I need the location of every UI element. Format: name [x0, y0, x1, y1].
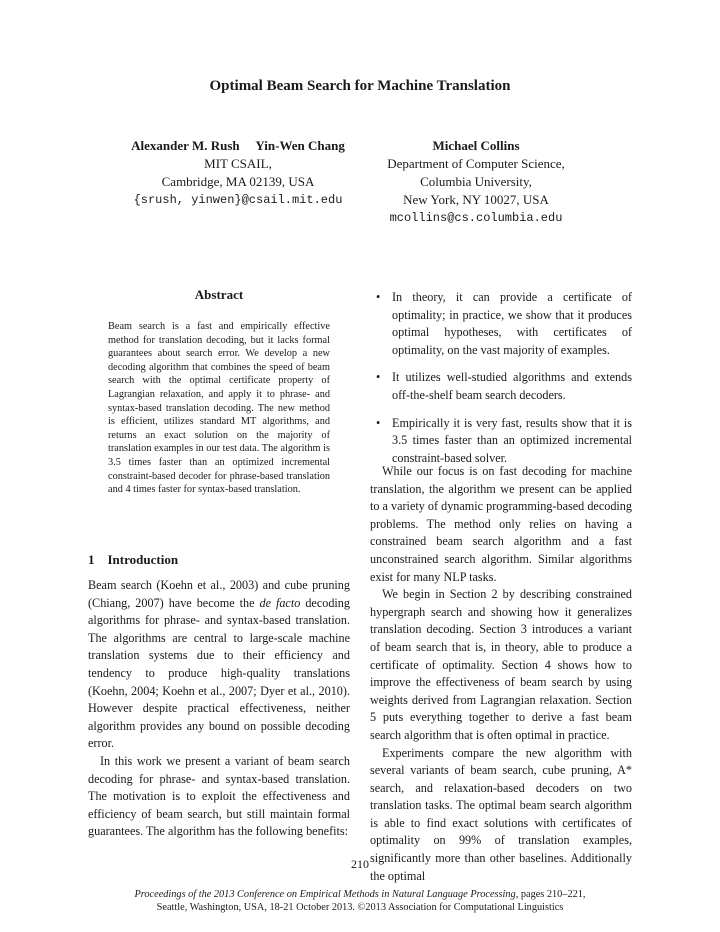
intro-p1-part-b: decoding algorithms for phrase- and syntax-based translation. The algorithms are central to large-scale machine translation systems due to their efficiency and tendency to produce high-quality translations (Koehn, 2004; Koehn et al., 2007; Dyer et al., 2010). However despite practical effectiveness, neither algorithm provides any bound on possible decoding error.: [88, 595, 350, 751]
right-column-body: [370, 463, 632, 885]
right-paragraph-1: While our focus is on fast decoding for machine translation, the algorithm we present can be applied to a variety of dynamic programming-based decoding problems. The method only relies on having a constrained beam search algorithm and a fast unconstrained search algorithm. Similar algorithms exist for many NLP tasks.: [370, 464, 632, 584]
abstract-text: Beam search is a fast and empirically effective method for translation decoding, but it lacks formal guarantees about search error. We develop a new decoding algorithm that combines the speed of beam search with the optimal certificate property of Lagrangian relaxation, and apply it to phrase- and syntax-based translation decoding. The new method is efficient, utilizes standard MT algorithms, and returns an exact solution on the majority of translation examples in our test data. The algorithm is 3.5 times faster than an optimized incremental constraint-based decoder for phrase-based translation and 4 times faster for syntax-based translation.: [108, 321, 330, 496]
address-left: Cambridge, MA 02139, USA: [161, 174, 315, 189]
section-title: Introduction: [107, 552, 179, 567]
authors-left: [108, 137, 368, 209]
list-item: [370, 415, 632, 468]
footer-venue: Proceedings of the 2013 Conference on Empirical Methods in Natural Language Processing: [134, 889, 516, 900]
bullet-icon: •: [376, 290, 381, 304]
section-heading-introduction: [88, 552, 350, 568]
section-number: 1: [88, 552, 95, 567]
bullet-text: Empirically it is very fast, results show that it is 3.5 times faster than an optimized incremental constraint-based solver.: [392, 415, 632, 465]
author-names-left: Alexander M. Rush Yin-Wen Chang: [131, 138, 345, 153]
bullet-text: It utilizes well-studied algorithms and extends off-the-shelf beam search decoders.: [392, 370, 632, 402]
author-name-right: Michael Collins: [432, 138, 520, 153]
intro-paragraph-1: [88, 577, 350, 753]
list-item: [370, 369, 632, 404]
email-left: {srush, yinwen}@csail.mit.edu: [133, 193, 343, 207]
intro-p1-part-a: Beam search (Koehn et al., 2003) and cube pruning (Chiang, 2007) have become the: [88, 578, 350, 610]
intro-paragraph-2: In this work we present a variant of beam search decoding for phrase- and syntax-based translation. The motivation is to exploit the effectiveness and efficiency of beam search, but still maintain formal guarantees. The algorithm has the following benefits:: [88, 753, 350, 839]
address-right: New York, NY 10027, USA: [403, 192, 549, 207]
footer-pages: , pages 210–221,: [515, 889, 586, 900]
intro-p1-emphasis: de facto: [259, 595, 301, 610]
affiliation-left: MIT CSAIL,: [204, 156, 272, 171]
abstract-heading: Abstract: [194, 287, 244, 302]
paper-title: Optimal Beam Search for Machine Translation: [209, 78, 511, 94]
benefits-list: [370, 289, 632, 477]
bullet-text: In theory, it can provide a certificate of optimality; in practice, we show that it produces optimal hypotheses, with certificates of optimality, on the vast majority of examples.: [392, 290, 632, 357]
right-paragraph-3: Experiments compare the new algorithm with several variants of beam search, cube pruning, A* search, and relaxation-based decoders on two translation tasks. The optimal beam search algorithm is able to find exact solutions with certificates of optimality on 99% of translation examples, significantly more than other baselines. Additionally the optimal: [370, 745, 632, 883]
bullet-icon: •: [376, 370, 381, 385]
email-right: mcollins@cs.columbia.edu: [389, 211, 563, 225]
page-number: 210: [351, 857, 369, 871]
proceedings-footer: [0, 888, 720, 914]
bullet-icon: •: [376, 415, 381, 430]
authors-right: [370, 137, 582, 227]
dept-right: Department of Computer Science,: [387, 156, 565, 171]
list-item: [370, 289, 632, 359]
introduction-body: [88, 577, 350, 841]
footer-line-1: [0, 888, 720, 901]
right-paragraph-2: We begin in Section 2 by describing constrained hypergraph search and showing how it generalizes translation decoding. Section 3 introduces a variant of beam search that is, in theory, able to produce a certificate of optimality. Section 4 shows how to improve the effectiveness of beam search by using weights derived from Lagrangian relaxation. Section 5 puts everything together to derive a fast beam search algorithm that is often optimal in practice.: [370, 587, 632, 742]
university-right: Columbia University,: [420, 174, 532, 189]
footer-line-2: Seattle, Washington, USA, 18-21 October 2013. ©2013 Association for Computational Linguistics: [156, 902, 564, 913]
